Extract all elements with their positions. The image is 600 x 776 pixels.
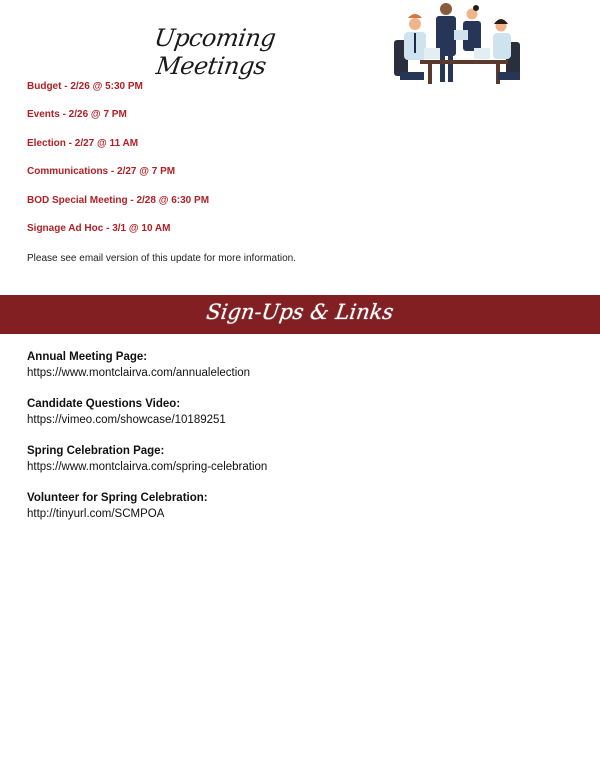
section-banner bbox=[0, 295, 600, 334]
page-title: Upcoming Meetings bbox=[152, 24, 278, 80]
link-label: Volunteer for Spring Celebration: bbox=[27, 492, 208, 504]
links-list bbox=[27, 350, 267, 538]
meeting-item: BOD Special Meeting - 2/28 @ 6:30 PM bbox=[27, 194, 210, 206]
meeting-item: Events - 2/26 @ 7 PM bbox=[27, 109, 127, 121]
meeting-illustration-icon bbox=[388, 0, 528, 86]
link-url[interactable]: http://tinyurl.com/SCMPOA bbox=[27, 508, 165, 520]
link-label: Annual Meeting Page: bbox=[27, 351, 148, 363]
link-url[interactable]: https://www.montclairva.com/annualelection bbox=[27, 367, 251, 379]
meeting-item: Budget - 2/26 @ 5:30 PM bbox=[27, 81, 143, 92]
link-url[interactable]: https://www.montclairva.com/spring-celebration bbox=[27, 461, 268, 473]
info-note: Please see email version of this update for more information. bbox=[27, 253, 297, 264]
meeting-item: Election - 2/27 @ 11 AM bbox=[27, 137, 139, 149]
link-group bbox=[27, 444, 267, 475]
link-group bbox=[27, 491, 267, 522]
link-group bbox=[27, 397, 267, 428]
banner-title: Sign-Ups & Links bbox=[204, 300, 396, 324]
meeting-list bbox=[27, 81, 209, 251]
link-label: Spring Celebration Page: bbox=[27, 445, 165, 457]
link-group bbox=[27, 350, 267, 381]
link-label: Candidate Questions Video: bbox=[27, 398, 181, 410]
meeting-item: Communications - 2/27 @ 7 PM bbox=[27, 166, 176, 178]
meeting-item: Signage Ad Hoc - 3/1 @ 10 AM bbox=[27, 222, 171, 234]
link-url[interactable]: https://vimeo.com/showcase/10189251 bbox=[27, 414, 226, 426]
